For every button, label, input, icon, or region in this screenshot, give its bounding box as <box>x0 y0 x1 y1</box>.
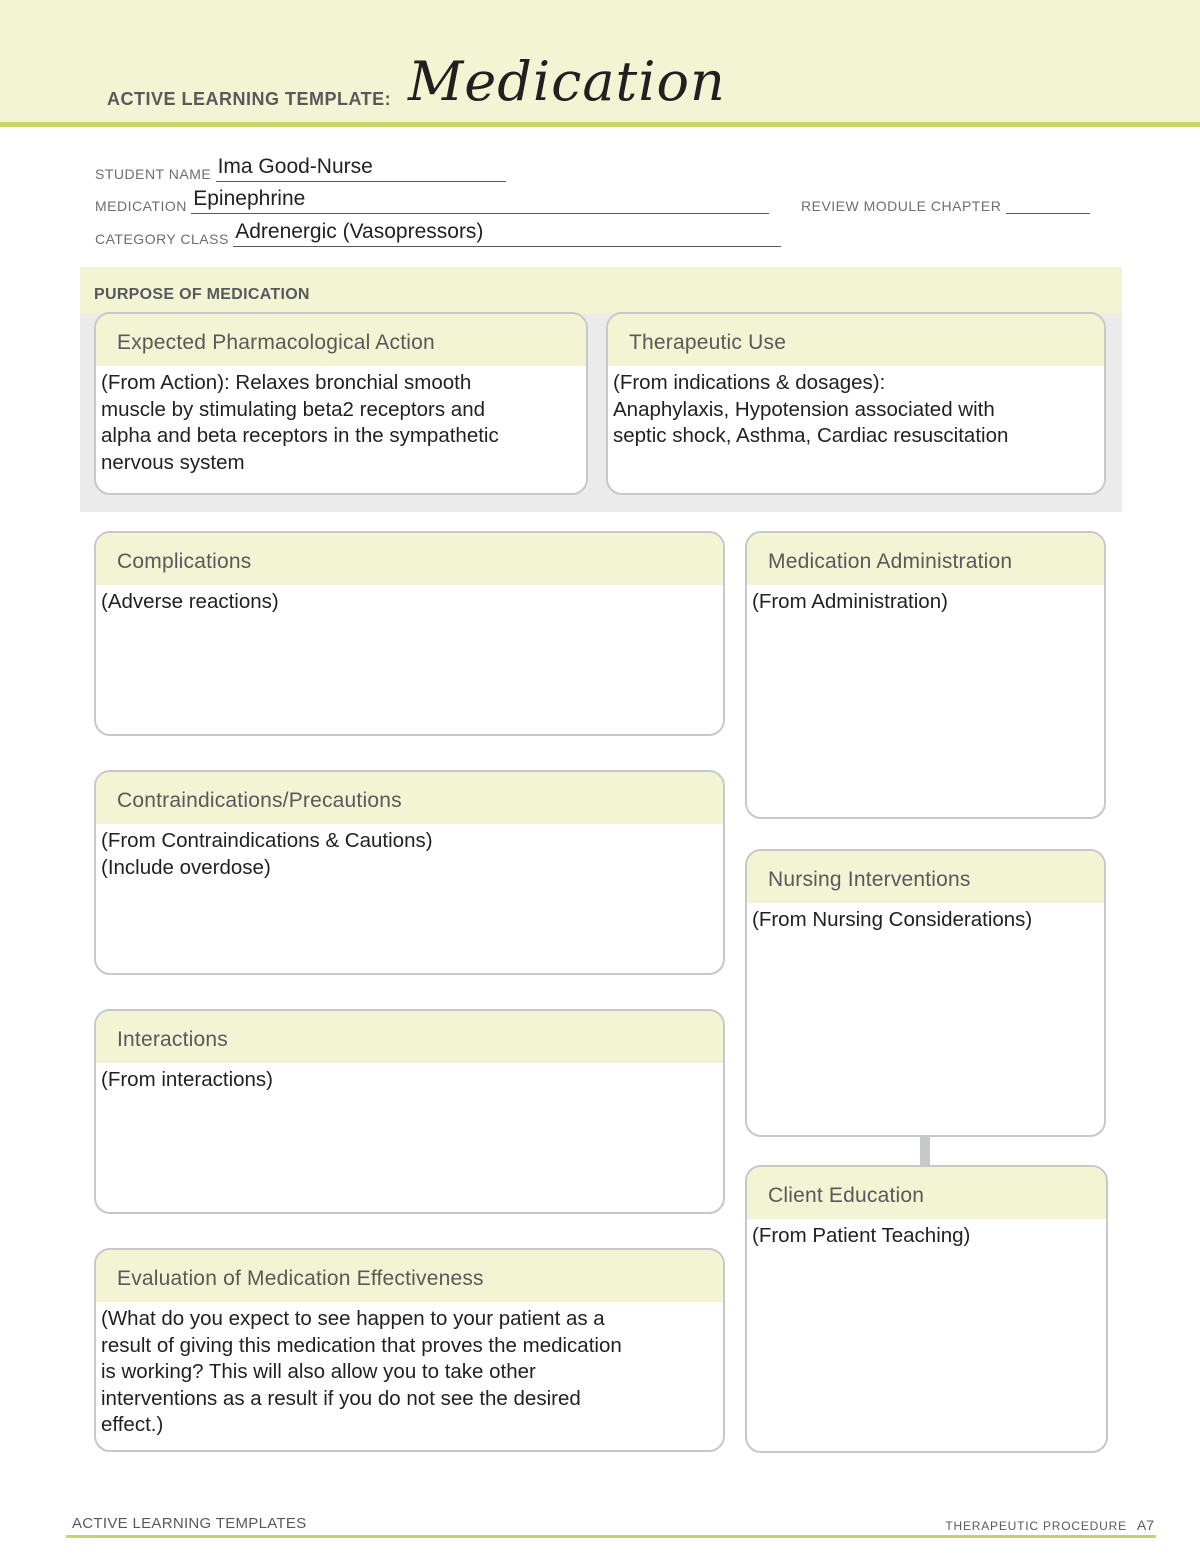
interactions-body: (From interactions) <box>101 1068 274 1091</box>
interactions-title: Interactions <box>96 1011 723 1063</box>
medication-value: Epinephrine <box>193 187 306 210</box>
expected-action-card[interactable] <box>94 312 588 495</box>
nursing-interventions-card[interactable] <box>745 849 1106 1137</box>
category-class-field[interactable] <box>233 220 781 247</box>
therapeutic-use-card[interactable] <box>606 312 1106 495</box>
review-module-label: REVIEW MODULE CHAPTER <box>801 198 1002 214</box>
student-name-value: Ima Good-Nurse <box>217 155 373 178</box>
evaluation-body: (What do you expect to see happen to your patient as a result of giving this medication that proves the medication is working? This will also allow you to take other interventions as a result if you do not see the desired effect.) <box>101 1307 622 1436</box>
contraindications-body: (From Contraindications & Cautions) (Include overdose) <box>101 829 433 879</box>
therapeutic-use-title: Therapeutic Use <box>608 314 1104 366</box>
template-title: Medication <box>408 50 726 113</box>
category-class-row <box>95 220 781 247</box>
complications-title: Complications <box>96 533 723 585</box>
page-number: A7 <box>1136 1517 1154 1533</box>
expected-action-body: (From Action): Relaxes bronchial smooth muscle by stimulating beta2 receptors and alpha and beta receptors in the sympathetic nervous system <box>101 371 499 474</box>
therapeutic-use-body: (From indications & dosages): Anaphylaxis, Hypotension associated with septic shock, Asthma, Cardiac resuscitation <box>613 371 1009 447</box>
student-name-label: STUDENT NAME <box>95 166 212 182</box>
footer-left-label: ACTIVE LEARNING TEMPLATES <box>72 1515 307 1532</box>
header-divider <box>0 122 1200 127</box>
purpose-label: PURPOSE OF MEDICATION <box>94 286 310 303</box>
complications-card[interactable] <box>94 531 725 736</box>
student-name-row <box>95 155 506 182</box>
client-education-body: (From Patient Teaching) <box>752 1224 971 1247</box>
student-name-field[interactable] <box>216 155 506 182</box>
footer-divider <box>66 1535 1156 1538</box>
client-education-card[interactable] <box>745 1165 1108 1453</box>
template-label: ACTIVE LEARNING TEMPLATE: <box>107 89 392 109</box>
contraindications-title: Contraindications/Precautions <box>96 772 723 824</box>
footer-right <box>945 1517 1154 1533</box>
connector-bar <box>920 1136 930 1166</box>
administration-title: Medication Administration <box>747 533 1104 585</box>
complications-body: (Adverse reactions) <box>101 590 279 613</box>
interactions-card[interactable] <box>94 1009 725 1214</box>
nursing-interventions-title: Nursing Interventions <box>747 851 1104 903</box>
review-module-row <box>801 196 1090 214</box>
nursing-interventions-body: (From Nursing Considerations) <box>752 908 1033 931</box>
administration-body: (From Administration) <box>752 590 948 613</box>
evaluation-title: Evaluation of Medication Effectiveness <box>96 1250 723 1302</box>
administration-card[interactable] <box>745 531 1106 819</box>
client-education-title: Client Education <box>747 1167 1106 1219</box>
expected-action-title: Expected Pharmacological Action <box>96 314 586 366</box>
evaluation-card[interactable] <box>94 1248 725 1452</box>
footer-right-label: THERAPEUTIC PROCEDURE <box>945 1519 1127 1533</box>
contraindications-card[interactable] <box>94 770 725 975</box>
review-module-field[interactable] <box>1006 196 1090 214</box>
medication-row <box>95 187 769 214</box>
medication-label: MEDICATION <box>95 198 187 214</box>
category-class-value: Adrenergic (Vasopressors) <box>235 220 484 243</box>
category-class-label: CATEGORY CLASS <box>95 231 229 247</box>
medication-field[interactable] <box>191 187 769 214</box>
